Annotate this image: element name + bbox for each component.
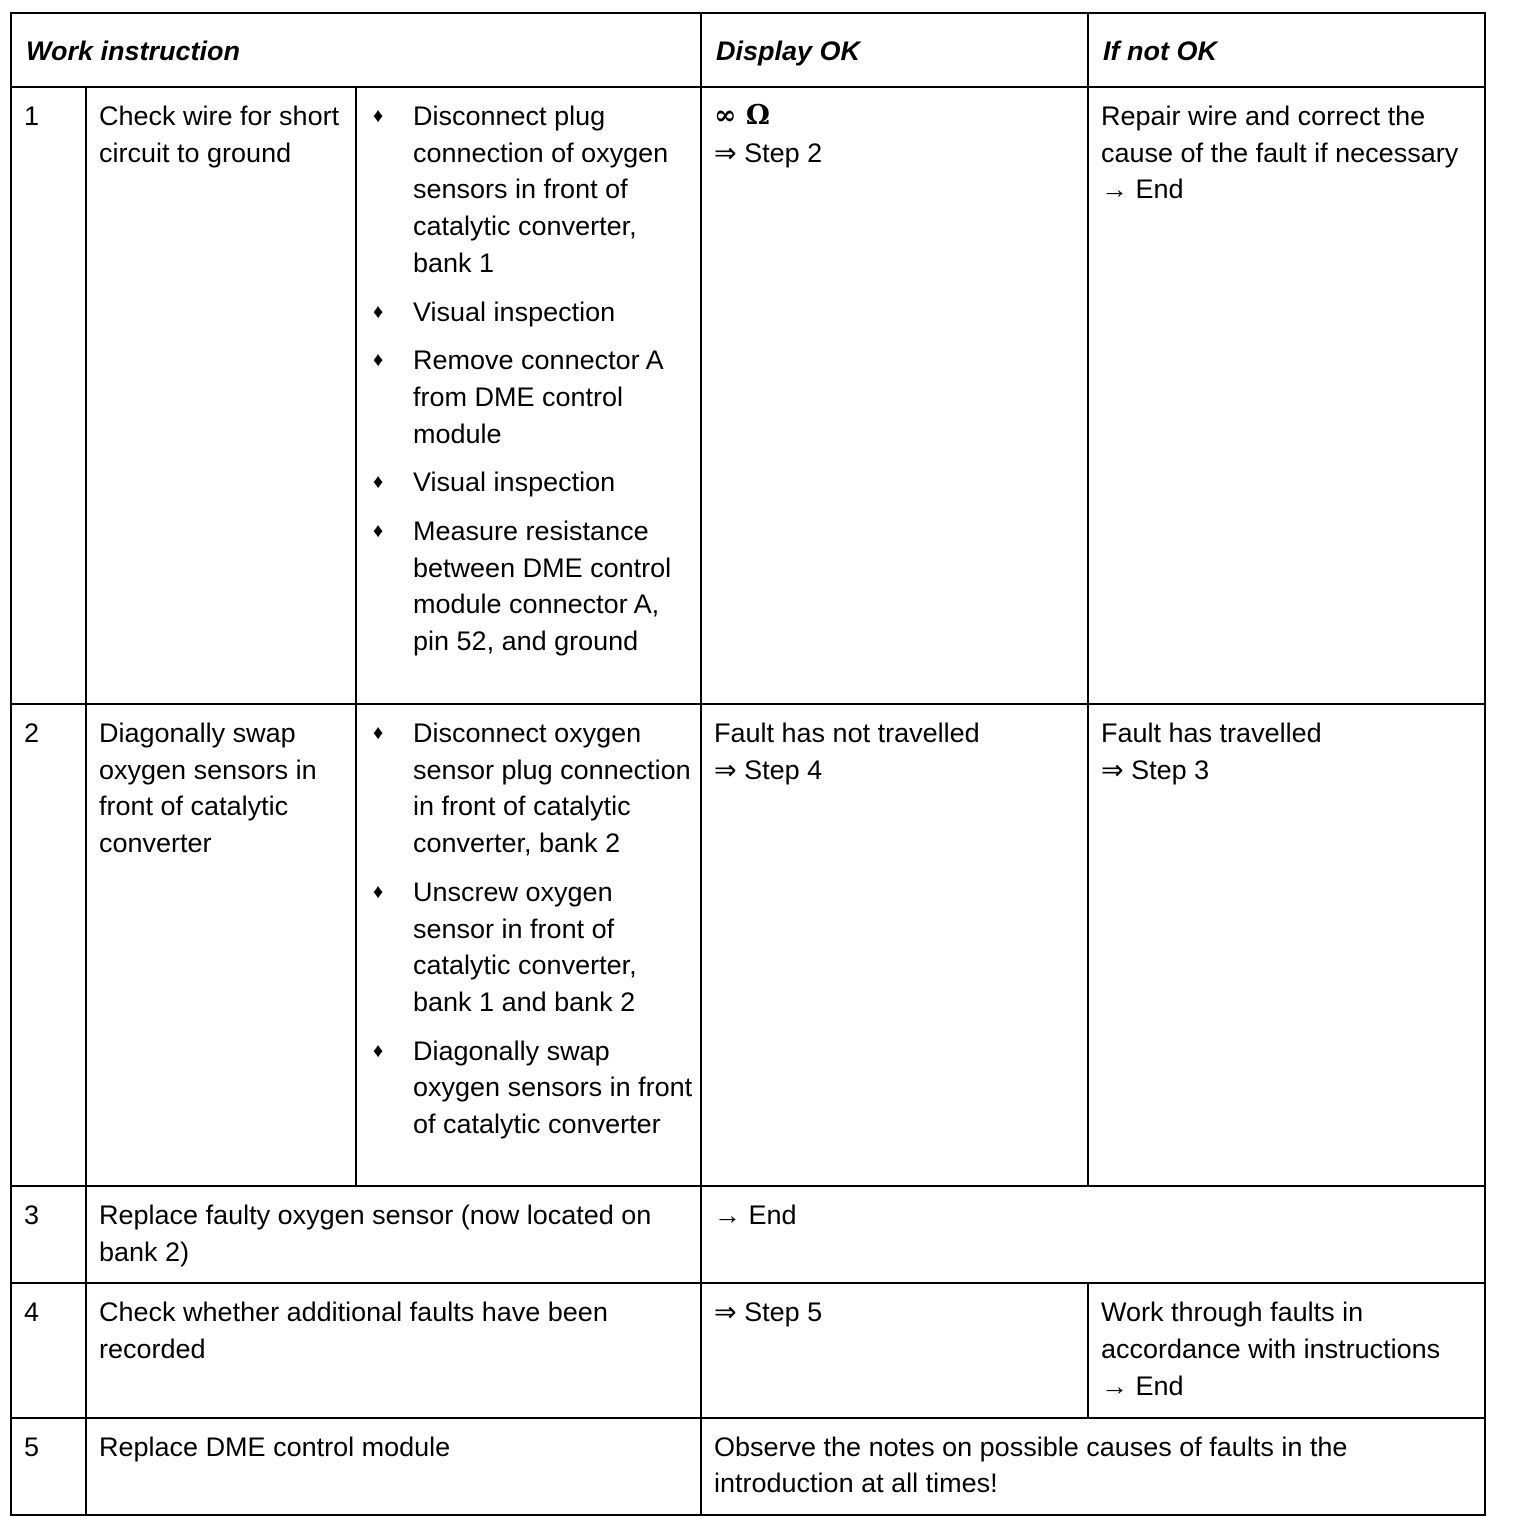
if-not-ok-cell — [1088, 87, 1485, 704]
step-instruction: Diagonally swap oxygen sensors in front of catalytic converter — [86, 704, 356, 1186]
table-header-row — [11, 13, 1485, 87]
step-instruction: Check whether additional faults have been recorded — [86, 1283, 701, 1417]
substeps-cell — [356, 87, 701, 704]
list-item — [371, 294, 694, 331]
display-ok-cell — [701, 87, 1088, 704]
diamond-bullet-icon: ♦ — [373, 349, 384, 372]
diamond-bullet-icon: ♦ — [373, 1039, 384, 1062]
list-item — [371, 874, 694, 1021]
step-instruction: Check wire for short circuit to ground — [86, 87, 356, 704]
if-not-ok-next: → End — [1101, 174, 1184, 205]
substep-text: Diagonally swap oxygen sensors in front of catalytic converter — [413, 1035, 693, 1140]
display-ok-next: ⇒ Step 5 — [714, 1297, 823, 1328]
header-work-instruction: Work instruction — [11, 13, 701, 87]
display-ok-next: ⇒ Step 2 — [714, 137, 823, 168]
list-item — [371, 715, 694, 862]
step-instruction: Replace faulty oxygen sensor (now located on bank 2) — [86, 1186, 701, 1283]
table-row — [11, 87, 1485, 704]
work-instruction-table — [10, 12, 1486, 1516]
if-not-ok-action: Work through faults in accordance with instructions — [1101, 1297, 1441, 1365]
diamond-bullet-icon: ♦ — [373, 880, 384, 903]
result-cell: → End — [701, 1186, 1485, 1283]
if-not-ok-next: ⇒ Step 3 — [1101, 754, 1210, 785]
table-row — [11, 1283, 1485, 1417]
list-item — [371, 1033, 694, 1143]
substeps-cell — [356, 704, 701, 1186]
substep-list — [371, 98, 694, 660]
substep-list — [371, 715, 694, 1143]
substep-text: Visual inspection — [413, 467, 616, 498]
list-item — [371, 342, 694, 452]
display-ok-value: ∞ Ω — [714, 100, 770, 131]
result-cell: Observe the notes on possible causes of faults in the introduction at all times! — [701, 1418, 1485, 1515]
display-ok-cell — [701, 704, 1088, 1186]
substep-text: Disconnect plug connection of oxygen sensors in front of catalytic converter, bank 1 — [413, 101, 669, 278]
if-not-ok-action: Fault has travelled — [1101, 718, 1322, 748]
if-not-ok-next: → End — [1101, 1370, 1184, 1401]
step-number: 3 — [11, 1186, 86, 1283]
substep-text: Unscrew oxygen sensor in front of catalytic converter, bank 1 and bank 2 — [413, 876, 637, 1017]
substep-text: Measure resistance between DME control module connector A, pin 52, and ground — [413, 516, 672, 657]
display-ok-next: ⇒ Step 4 — [714, 754, 823, 785]
step-instruction: Replace DME control module — [86, 1418, 701, 1515]
step-number: 4 — [11, 1283, 86, 1417]
table-row — [11, 1186, 1485, 1283]
if-not-ok-action: Repair wire and correct the cause of the fault if necessary — [1101, 101, 1459, 168]
step-number: 5 — [11, 1418, 86, 1515]
display-ok-value: Fault has not travelled — [714, 718, 980, 748]
substep-text: Visual inspection — [413, 296, 616, 327]
if-not-ok-cell — [1088, 704, 1485, 1186]
list-item — [371, 513, 694, 660]
if-not-ok-cell — [1088, 1283, 1485, 1417]
diamond-bullet-icon: ♦ — [373, 105, 384, 127]
header-display-ok: Display OK — [701, 13, 1088, 87]
diamond-bullet-icon: ♦ — [373, 520, 384, 543]
substep-text: Remove connector A from DME control module — [413, 345, 663, 449]
table-row — [11, 1418, 1485, 1515]
diamond-bullet-icon: ♦ — [373, 471, 384, 494]
step-number: 1 — [11, 87, 86, 704]
header-if-not-ok: If not OK — [1088, 13, 1485, 87]
step-number: 2 — [11, 704, 86, 1186]
list-item — [371, 98, 694, 282]
table-row — [11, 704, 1485, 1186]
display-ok-cell — [701, 1283, 1088, 1417]
diamond-bullet-icon: ♦ — [373, 300, 384, 323]
substep-text: Disconnect oxygen sensor plug connection in front of catalytic converter, bank 2 — [413, 718, 691, 859]
list-item — [371, 464, 694, 501]
diamond-bullet-icon: ♦ — [373, 722, 384, 744]
